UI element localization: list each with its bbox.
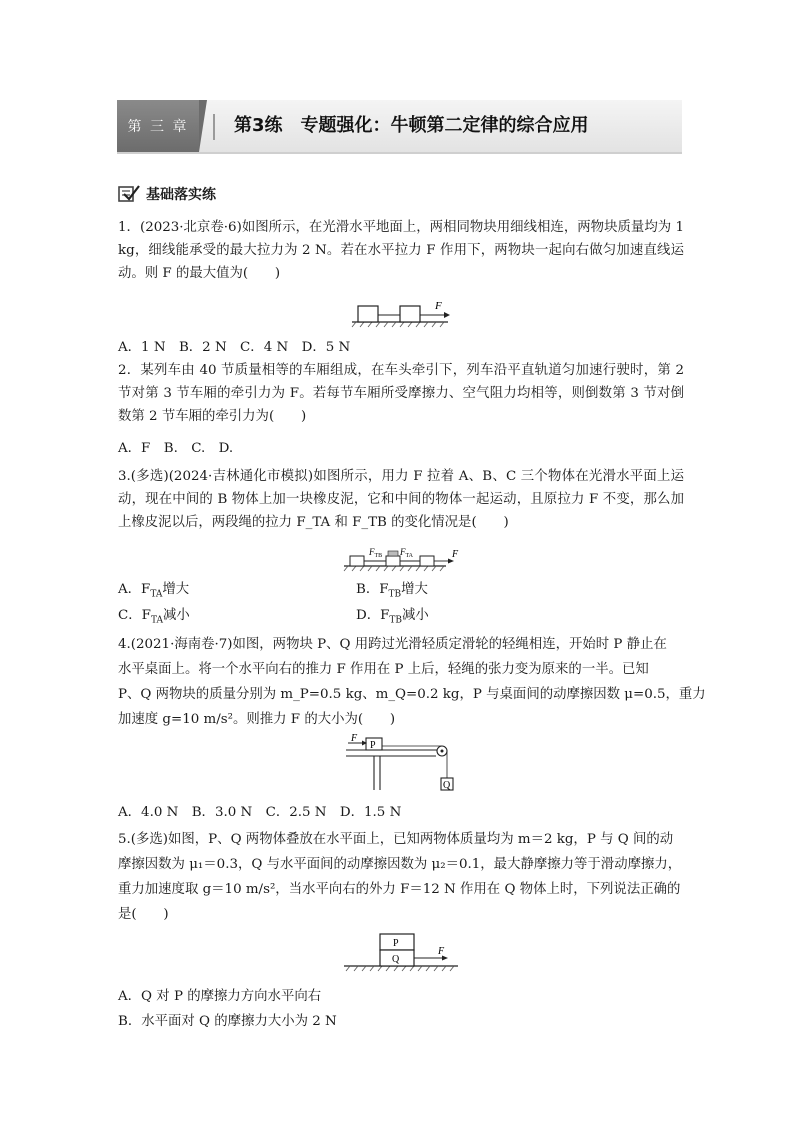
option-a-subscript: TA — [150, 589, 163, 600]
question-3-fta-label: F — [400, 547, 406, 557]
question-5-figure — [340, 930, 462, 974]
question-4-line-3: P、Q 两物块的质量分别为 m_P=0.5 kg、m_Q=0.2 kg，P 与桌面间的动摩擦因数 μ=0.5，重力 — [118, 687, 706, 702]
question-5-block-p-label: P — [393, 938, 399, 949]
question-5-line-2: 摩擦因数为 μ₁＝0.3，Q 与水平面间的动摩擦因数为 μ₂＝0.1，最大静摩擦力等于滑动摩擦力， — [118, 857, 682, 872]
question-2-options: A．F B. C. D. — [118, 441, 234, 456]
question-3-option-b — [356, 578, 428, 607]
option-a-prefix: A．F — [118, 582, 151, 597]
option-c-subscript: TA — [150, 615, 163, 626]
question-3-ftb-subscript: TB — [374, 553, 383, 559]
question-4-force-label: F — [351, 734, 358, 744]
question-3-figure — [342, 542, 460, 572]
question-3-ftb-label: F — [369, 547, 375, 557]
question-3-force-label: F — [452, 549, 459, 560]
question-4-block-q-label: Q — [443, 780, 451, 791]
section-label: 基础落实练 — [146, 187, 216, 203]
question-5-line-4: 是( ) — [118, 907, 169, 922]
question-1-force-label: F — [435, 300, 442, 312]
question-2-text: 2．某列车由 40 节质量相等的车厢组成，在车头牵引下，列车沿平直轨道匀加速行驶时，第 2 节对第 3 节车厢的牵引力为 F。若每节车厢所受摩擦力、空气阻力均相等，则倒数第 3 节对倒数第 2 节车厢的牵引力为( ) — [118, 363, 684, 424]
question-5-block-q-label: Q — [392, 954, 400, 965]
question-3-fta-subscript: TA — [405, 553, 414, 559]
question-4-line-1: 4.(2021·海南卷·7)如图，两物块 P、Q 用跨过光滑轻质定滑轮的轻绳相连，开始时 P 静止在 — [118, 637, 667, 652]
svg-text:FTA — [399, 547, 414, 559]
option-d-prefix: D．F — [356, 608, 390, 623]
option-b-subscript: TB — [388, 589, 402, 600]
checklist-icon — [118, 185, 140, 203]
chapter-header — [117, 100, 682, 154]
question-4-options: A．4.0 N B．3.0 N C．2.5 N D．1.5 N — [118, 805, 402, 820]
option-c-text: 减小 — [162, 608, 190, 623]
question-5-force-label: F — [438, 946, 445, 957]
question-3-text: 3.(多选)(2024·吉林通化市模拟)如图所示，用力 F 拉着 A、B、C 三个物体在光滑水平面上运动，现在中间的 B 物体上加一块橡皮泥，它和中间的物体一起运动，且原拉力 F 不变，那么加上橡皮泥以后，两段绳的拉力 F_TA 和 F_TB 的变化情况是( ) — [118, 469, 684, 530]
option-b-prefix: B．F — [356, 582, 389, 597]
chapter-notch — [199, 100, 207, 152]
question-4-block-p-label: P — [370, 740, 376, 751]
question-5-option-a: A．Q 对 P 的摩擦力方向水平向右 — [118, 989, 322, 1004]
option-d-subscript: TB — [389, 615, 403, 626]
option-c-prefix: C．F — [118, 608, 151, 623]
question-4-line-4: 加速度 g=10 m/s²。则推力 F 的大小为( ) — [118, 712, 396, 727]
option-b-text: 增大 — [401, 582, 428, 597]
question-5-line-1: 5.(多选)如图，P、Q 两物体叠放在水平面上，已知两物体质量均为 m＝2 kg，P 与 Q 间的动 — [118, 832, 674, 847]
question-5-line-3: 重力加速度取 g＝10 m/s²，当水平向右的外力 F＝12 N 作用在 Q 物体上时，下列说法正确的 — [118, 882, 681, 897]
option-d-text: 减小 — [402, 608, 429, 623]
question-1-options: A．1 N B．2 N C．4 N D．5 N — [118, 340, 351, 355]
page-title: 第3练 专题强化：牛顿第二定律的综合应用 — [234, 115, 589, 136]
header-divider — [213, 114, 215, 140]
question-3-option-a — [118, 578, 189, 607]
question-4-figure — [344, 734, 462, 794]
question-4-line-2: 水平桌面上。将一个水平向右的推力 F 作用在 P 上后，轻绳的张力变为原来的一半。已知 — [118, 662, 649, 677]
question-3-option-c — [118, 604, 190, 633]
option-a-text: 增大 — [162, 582, 190, 597]
question-3-option-d — [356, 604, 429, 633]
svg-text:FTB — [368, 547, 382, 559]
chapter-label: 第 三 章 — [117, 100, 199, 152]
question-1-figure — [350, 296, 454, 328]
question-5-option-b: B．水平面对 Q 的摩擦力大小为 2 N — [118, 1014, 337, 1029]
question-1-text: 1．(2023·北京卷·6)如图所示，在光滑水平地面上，两相同物块用细线相连，两物块质量均为 1 kg，细线能承受的最大拉力为 2 N。若在水平拉力 F 作用下，两物块一起向右做匀加速直线运动。则 F 的最大值为( ) — [118, 220, 684, 281]
section-heading — [118, 183, 216, 205]
